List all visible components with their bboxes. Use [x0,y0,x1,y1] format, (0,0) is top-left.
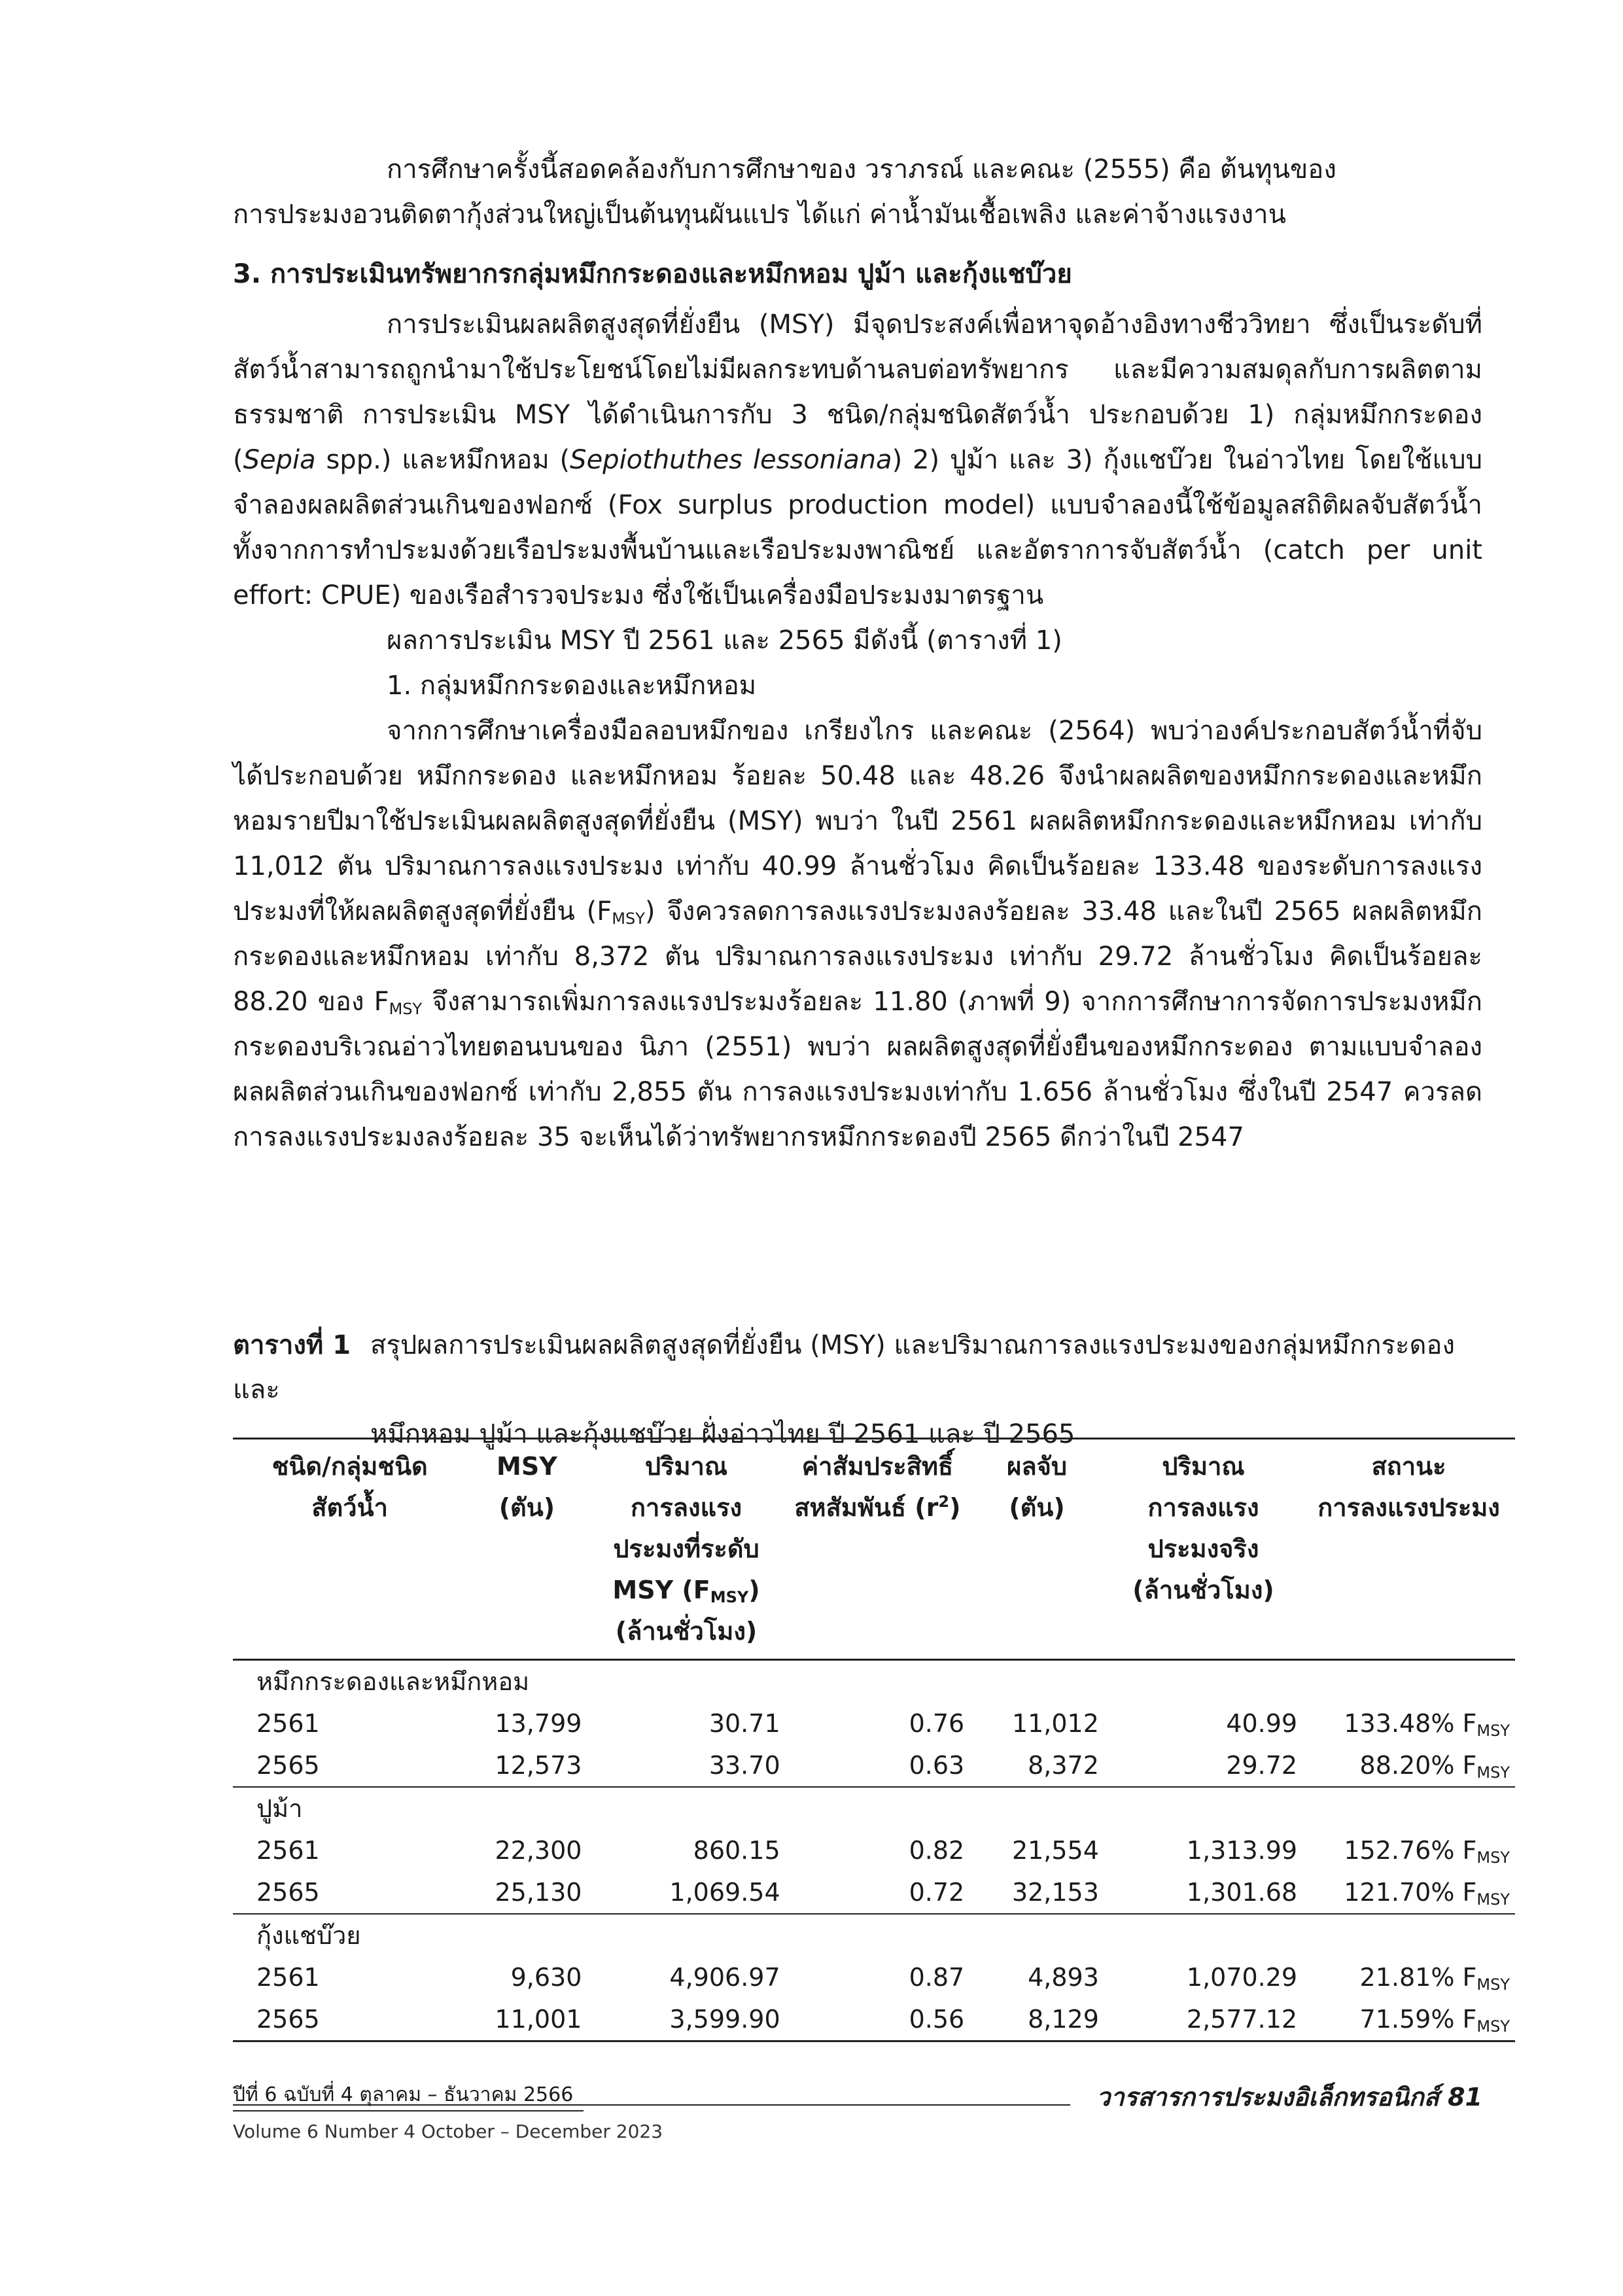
table-row: 2561 9,630 4,906.97 0.87 4,893 1,070.29 21.81% $F_{MSY}$ [256,1963,1510,1994]
header-status: สถานะ การลงแรงประมง [1318,1452,1500,1522]
paragraph-cuttlefish: จากการศึกษาเครื่องมือลอบหมึกของ เกรียงไกร และคณะ (2564) พบว่าองค์ประกอบสัตว์น้ำที่จับได้ประกอบด้วย หมึกกระดอง และหมึกหอม ร้อยละ 50.48 และ 48.26 จึงนำผลผลิตของหมึกกระดองและหมึกหอมรายปีมาใช้ประเมินผลผลิตสูงสุดที่ยั่งยืน (MSY) พบว่า ในปี 2561 ผลผลิตหมึกกระดองและหมึกหอม เท่ากับ 11,012 ตัน ปริมาณการลงแรงประมง เท่ากับ 40.99 ล้านชั่วโมง คิดเป็นร้อยละ 133.48 ของระดับการลงแรงประมงที่ให้ผลผลิตสูงสุดที่ยั่งยืน $(F_{MSY})$ จึงควรลดการลงแรงประมงลงร้อยละ 33.48 และในปี 2565 ผลผลิตหมึกกระดองและหมึกหอม เท่ากับ 8,372 ตัน ปริมาณการลงแรงประมง เท่ากับ 29.72 ล้านชั่วโมง คิดเป็นร้อยละ 88.20 ของ $F_{MSY}$ จึงสามารถเพิ่มการลงแรงประมงร้อยละ 11.80 (ภาพที่ 9) จากการศึกษาการจัดการประมงหมึกกระดองบริเวณอ่าวไทยตอนบนของ นิภา (2551) พบว่า ผลผลิตสูงสุดที่ยั่งยืนของหมึกกระดอง ตามแบบจำลองผลผลิตส่วนเกินของฟอกซ์ เท่ากับ 2,855 ตัน การลงแรงประมงเท่ากับ 1.656 ล้านชั่วโมง ซึ่งในปี 2547 ควรลดการลงแรงประมงลงร้อยละ 35 จะเห็นได้ว่าทรัพยากรหมึกกระดองปี 2565 ดีกว่าในปี 2547 [233,716,1483,1152]
group-row: ปูม้า [233,1787,1515,1829]
table-caption-text-2: หมึกหอม ปูม้า และกุ้งแชบ๊วย ฝั่งอ่าวไทย ปี 2561 และ ปี 2565 [370,1419,1075,1449]
table-header-row [233,1439,1515,1660]
header-r2: ค่าสัมประสิทธิ์ สหสัมพันธ์ $(r^2)$ [794,1452,961,1522]
header-fmsy: ปริมาณ การลงแรง ประมงที่ระดับ MSY $(F_{MSY})$ (ล้านชั่วโมง) [612,1452,760,1646]
subsection-cuttlefish: 1. กลุ่มหมึกกระดองและหมึกหอม [387,671,757,701]
table-caption-label: ตารางที่ 1 [233,1330,351,1360]
table-row: 2565 25,130 1,069.54 0.72 32,153 1,301.68 121.70% $F_{MSY}$ [256,1878,1510,1909]
table-row: 2565 12,573 33.70 0.63 8,372 29.72 88.20% $F_{MSY}$ [256,1751,1510,1782]
group-row: หมึกกระดองและหมึกหอม [256,1667,530,1696]
paragraph-results-intro: ผลการประเมิน MSY ปี 2561 และ 2565 มีดังนี้ (ตารางที่ 1) [387,626,1062,656]
intro-line-1: การศึกษาครั้งนี้สอดคล้องกับการศึกษาของ วราภรณ์ และคณะ (2555) คือ ต้นทุนของ [387,154,1336,185]
msy-table [233,1438,1515,2042]
table-row: 2565 11,001 3,599.90 0.56 8,129 2,577.12 71.59% $F_{MSY}$ [233,1998,1515,2041]
header-species: ชนิด/กลุ่มชนิด สัตว์น้ำ [271,1452,428,1522]
table-row: 2561 13,799 30.71 0.76 11,012 40.99 133.48% $F_{MSY}$ [256,1709,1510,1740]
header-msy: MSY (ตัน) [497,1452,557,1522]
group-row: กุ้งแชบ๊วย [233,1914,1515,1956]
footer-issue-en: Volume 6 Number 4 October – December 2023 [233,2121,663,2142]
paragraph-msy-method: การประเมินผลผลิตสูงสุดที่ยั่งยืน (MSY) มีจุดประสงค์เพื่อหาจุดอ้างอิงทางชีววิทยา ซึ่งเป็นระดับที่สัตว์น้ำสามารถถูกนำมาใช้ประโยชน์โดยไม่มีผลกระทบด้านลบต่อทรัพยากร และมีความสมดุลกับการผลิตตามธรรมชาติ การประเมิน MSY ได้ดำเนินการกับ 3 ชนิด/กลุ่มชนิดสัตว์น้ำ ประกอบด้วย 1) กลุ่มหมึกกระดอง (Sepia spp.) และหมึกหอม (Sepiothuthes lessoniana) 2) ปูม้า และ 3) กุ้งแชบ๊วย ในอ่าวไทย โดยใช้แบบจำลองผลผลิตส่วนเกินของฟอกซ์ (Fox surplus production model) แบบจำลองนี้ใช้ข้อมูลสถิติผลจับสัตว์น้ำ ทั้งจากการทำประมงด้วยเรือประมงพื้นบ้านและเรือประมงพาณิชย์ และอัตราการจับสัตว์น้ำ (catch per unit effort: CPUE) ของเรือสำรวจประมง ซึ่งใช้เป็นเครื่องมือประมงมาตรฐาน [233,309,1482,610]
header-catch: ผลจับ (ตัน) [1007,1452,1068,1522]
footer-issue-th: ปีที่ 6 ฉบับที่ 4 ตุลาคม – ธันวาคม 2566 [233,2079,584,2111]
header-effort: ปริมาณ การลงแรง ประมงจริง (ล้านชั่วโมง) [1132,1452,1274,1604]
section-heading: 3. การประเมินทรัพยากรกลุ่มหมึกกระดองและหมึกหอม ปูม้า และกุ้งแชบ๊วย [233,259,1072,289]
table-caption [233,1323,1482,1457]
table-caption-text-1: สรุปผลการประเมินผลผลิตสูงสุดที่ยั่งยืน (MSY) และปริมาณการลงแรงประมงของกลุ่มหมึกกระดองและ [233,1330,1455,1405]
body-text [233,147,1482,1160]
footer-journal-page: วารสารการประมงอิเล็กทรอนิกส์ 81 [1096,2083,1482,2111]
footer-rule [233,2104,1070,2106]
page-footer [233,2079,1482,2142]
intro-line-2: การประมงอวนติดตากุ้งส่วนใหญ่เป็นต้นทุนผันแปร ได้แก่ ค่าน้ำมันเชื้อเพลิง และค่าจ้างแรงงาน [233,200,1286,230]
table-row: 2561 22,300 860.15 0.82 21,554 1,313.99 152.76% $F_{MSY}$ [256,1836,1510,1867]
